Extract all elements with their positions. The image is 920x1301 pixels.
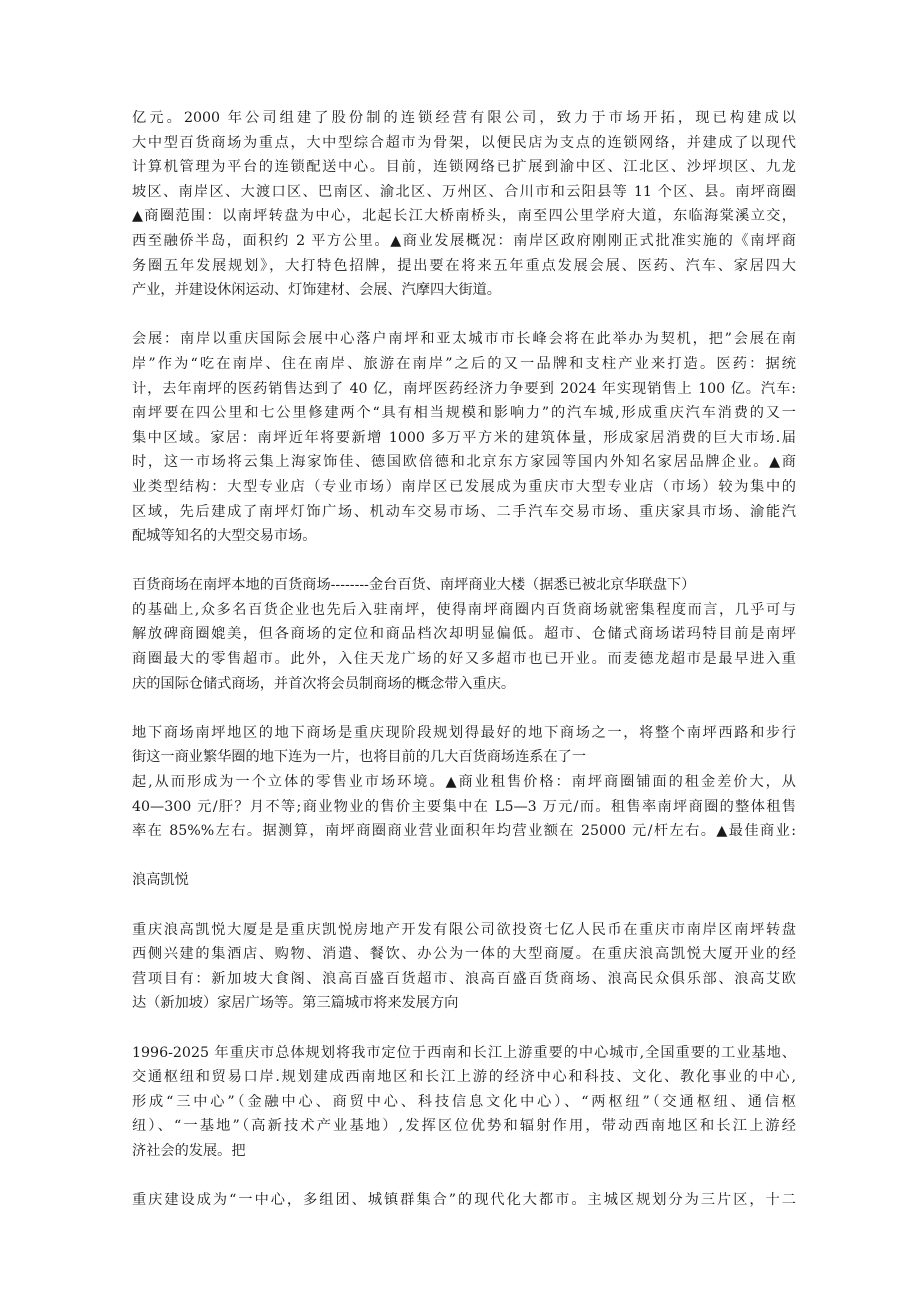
text-line: 形成“三中心”（金融中心、商贸中心、科技信息文化中心）、“两枢纽”（交通枢纽、通信枢: [132, 1093, 796, 1110]
text-line: 起,从而形成为一个立体的零售业市场环境。▲商业租售价格：南坪商圈铺面的租金差价大，从: [132, 774, 796, 791]
text-line: 重庆浪高凯悦大厦是是重庆凯悦房地产开发有限公司欲投资七亿人民币在重庆市南岸区南坪转盘: [132, 921, 796, 938]
text-line: 集中区域。家居：南坪近年将要新增 1000 多万平方米的建筑体量，形成家居消费的巨大市场.届: [132, 429, 796, 446]
text-line: 庆的国际仓储式商场，并首次将会员制商场的概念带入重庆。: [132, 675, 516, 692]
text-line: 产业，并建设休闲运动、灯饰建材、会展、汽摩四大街道。: [132, 282, 501, 299]
text-line: 营项目有：新加坡大食阁、浪高百盛百货超市、浪高百盛百货商场、浪高民众俱乐部、浪高艾欧: [132, 970, 796, 987]
paragraph-langgao-kaiyue-heading: [132, 868, 796, 893]
paragraph-city-master-plan: [132, 1041, 796, 1164]
text-line: 计算机管理为平台的连锁配送中心。目前，连锁网络已扩展到渝中区、江北区、沙坪坝区、九龙: [132, 159, 796, 176]
paragraph-exhibition-industries: [132, 327, 796, 548]
text-line: 坡区、南岸区、大渡口区、巴南区、渝北区、万州区、合川市和云阳县等 11 个区、县。南坪商圈: [132, 183, 796, 200]
paragraph-metropolis-plan: [132, 1188, 796, 1213]
text-line: 40—300 元/肝？月不等;商业物业的售价主要集中在 L5—3 万元/而。租售率南坪商圈的整体租售: [132, 798, 796, 815]
text-line: 率在 85%%左右。据测算，南坪商圈商业营业面积年均营业额在 25000 元/杆左右。▲最佳商业:: [132, 823, 796, 840]
text-line: 业类型结构：大型专业店（专业市场）南岸区已发展成为重庆市大型专业店（市场）较为集中的: [132, 478, 796, 495]
text-line: 街这一商业繁华圈的地下连为一片，也将目前的几大百货商场连系在了一: [132, 749, 587, 766]
paragraph-underground-malls: [132, 721, 796, 844]
text-line: 浪高凯悦: [132, 872, 189, 889]
text-line: ▲商圈范围：以南坪转盘为中心，北起长江大桥南桥头，南至四公里学府大道，东临海棠溪立交，: [132, 208, 796, 225]
text-line: 计，去年南坪的医药销售达到了 40 亿，南坪医药经济力争要到 2024 年实现销售上 100 亿。汽车:: [132, 380, 796, 397]
text-line: 解放碑商圈媲美，但各商场的定位和商品档次却明显偏低。超市、仓储式商场诺玛特目前是南坪: [132, 626, 796, 643]
text-line: 商圈最大的零售超市。此外，入住天龙广场的好又多超市也已开业。而麦德龙超市是最早进入重: [132, 651, 796, 668]
text-line: 西侧兴建的集酒店、购物、消遣、餐饮、办公为一体的大型商厦。在重庆浪高凯悦大厦开业的经: [132, 946, 796, 963]
text-line: 地下商场南坪地区的地下商场是重庆现阶段规划得最好的地下商场之一，将整个南坪西路和步行: [132, 724, 796, 741]
text-line: 百货商场在南坪本地的百货商场--------金台百货、南坪商业大楼（据悉已被北京华联盘下）: [132, 577, 696, 594]
text-line: 西至融侨半岛，面积约 2 平方公里。▲商业发展概况：南岸区政府刚刚正式批准实施的《南坪商: [132, 232, 796, 249]
text-line: 时，这一市场将云集上海家饰佳、德国欧倍德和北京东方家园等国内外知名家居品牌企业。▲商: [132, 454, 796, 471]
text-line: 达（新加坡）家居广场等。第三篇城市将来发展方向: [132, 995, 459, 1012]
paragraph-nanping-overview: [132, 106, 796, 303]
text-line: 交通枢纽和贸易口岸.规划建成西南地区和长江上游的经济中心和科技、文化、教化事业的中心,: [132, 1069, 796, 1086]
text-line: 岸”作为“吃在南岸、住在南岸、旅游在南岸”之后的又一品牌和支柱产业来打造。医药：据统: [132, 355, 796, 372]
text-line: 大中型百货商场为重点，大中型综合超市为骨架，以便民店为支点的连锁网络，并建成了以现代: [132, 134, 796, 151]
paragraph-langgao-kaiyue: [132, 918, 796, 1016]
paragraph-department-stores: [132, 573, 796, 696]
text-line: 区域，先后建成了南坪灯饰广场、机动车交易市场、二手汽车交易市场、重庆家具市场、渝能汽: [132, 503, 796, 520]
text-line: 济社会的发展。把: [132, 1142, 246, 1159]
text-line: 纽）、“一基地”（高新技术产业基地）,发挥区位优势和辐射作用，带动西南地区和长江上游经: [132, 1118, 796, 1135]
document-page: [132, 106, 796, 1237]
text-line: 重庆建设成为“一中心，多组团、城镇群集合”的现代化大都市。主城区规划分为三片区，十二: [132, 1192, 796, 1209]
text-line: 南坪要在四公里和七公里修建两个“具有相当规模和影响力”的汽车城,形成重庆汽车消费的又一: [132, 405, 796, 422]
text-line: 配城等知名的大型交易市场。: [132, 528, 317, 545]
text-line: 亿元。2000 年公司组建了股份制的连锁经营有限公司，致力于市场开拓，现已构建成以: [132, 110, 796, 126]
text-line: 务圈五年发展规划》，大打特色招牌，提出要在将来五年重点发展会展、医药、汽车、家居四大: [132, 257, 796, 274]
text-line: 会展：南岸以重庆国际会展中心落户南坪和亚太城市市长峰会将在此举办为契机，把”会展在南: [132, 331, 796, 348]
text-line: 的基础上,众多名百货企业也先后入驻南坪，使得南坪商圈内百货商场就密集程度而言，几乎可与: [132, 601, 796, 618]
text-line: 1996-2025 年重庆市总体规划将我市定位于西南和长江上游重要的中心城市,全国重要的工业基地、: [132, 1044, 796, 1061]
